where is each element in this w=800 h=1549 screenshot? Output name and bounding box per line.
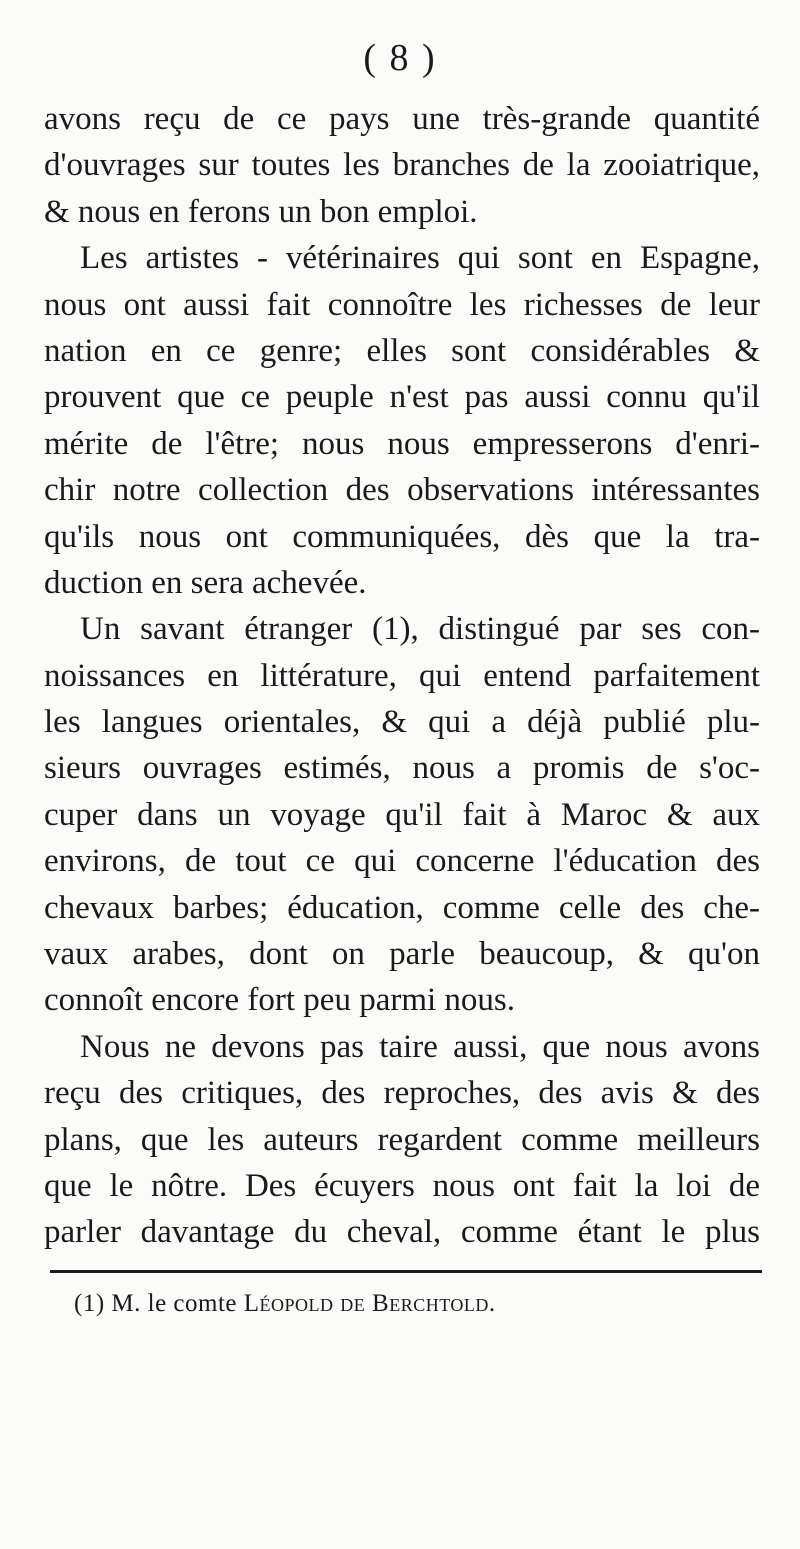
text-line: reçu des critiques, des reproches, des avis & des	[44, 1075, 760, 1112]
text-line: cuper dans un voyage qu'il fait à Maroc & aux	[44, 796, 760, 833]
text-line: duction en sera achevée.	[44, 564, 367, 601]
text-line: mérite de l'être; nous nous empresserons d'enri-	[44, 425, 760, 462]
text-line: prouvent que ce peuple n'est pas aussi connu qu'il	[44, 379, 760, 416]
text-line: qu'ils nous ont communiquées, dès que la tra-	[44, 518, 760, 555]
text-line: Nous ne devons pas taire aussi, que nous avons	[80, 1028, 760, 1065]
text-line: Les artistes - vétérinaires qui sont en Espagne,	[80, 240, 760, 277]
footnote-prefix: M. le comte	[111, 1290, 238, 1317]
text-line: connoît encore fort peu parmi nous.	[44, 982, 516, 1019]
text-line: chir notre collection des observations intéressantes	[44, 472, 760, 509]
text-line: que le nôtre. Des écuyers nous ont fait la loi de	[44, 1167, 760, 1204]
footnote-rule	[50, 1270, 762, 1273]
text-line: d'ouvrages sur toutes les branches de la zooiatrique,	[44, 147, 760, 184]
text-line: avons reçu de ce pays une très-grande quantité	[44, 101, 760, 137]
page-number: ( 8 )	[363, 37, 437, 79]
text-line: sieurs ouvrages estimés, nous a promis de s'oc-	[44, 750, 760, 787]
footnote-marker: (1)	[74, 1290, 105, 1317]
footnote	[74, 1290, 496, 1318]
text-line: nation en ce genre; elles sont considérables &	[44, 332, 760, 369]
text-line: parler davantage du cheval, comme étant le plus	[44, 1214, 760, 1251]
footnote-name: Léopold de Berchtold.	[243, 1290, 496, 1317]
text-line: vaux arabes, dont on parle beaucoup, & qu'on	[44, 936, 760, 973]
text-line: environs, de tout ce qui concerne l'éducation des	[44, 843, 760, 880]
text-line: & nous en ferons un bon emploi.	[44, 193, 478, 230]
body-text	[44, 96, 760, 1256]
text-line: les langues orientales, & qui a déjà publié plu-	[44, 704, 760, 741]
text-line: Un savant étranger (1), distingué par ses con-	[80, 611, 760, 648]
text-line: noissances en littérature, qui entend parfaitement	[44, 657, 760, 694]
text-line: plans, que les auteurs regardent comme meilleurs	[44, 1121, 760, 1158]
text-line: nous ont aussi fait connoître les richesses de leur	[44, 286, 760, 323]
text-line: chevaux barbes; éducation, comme celle des che-	[44, 889, 760, 926]
